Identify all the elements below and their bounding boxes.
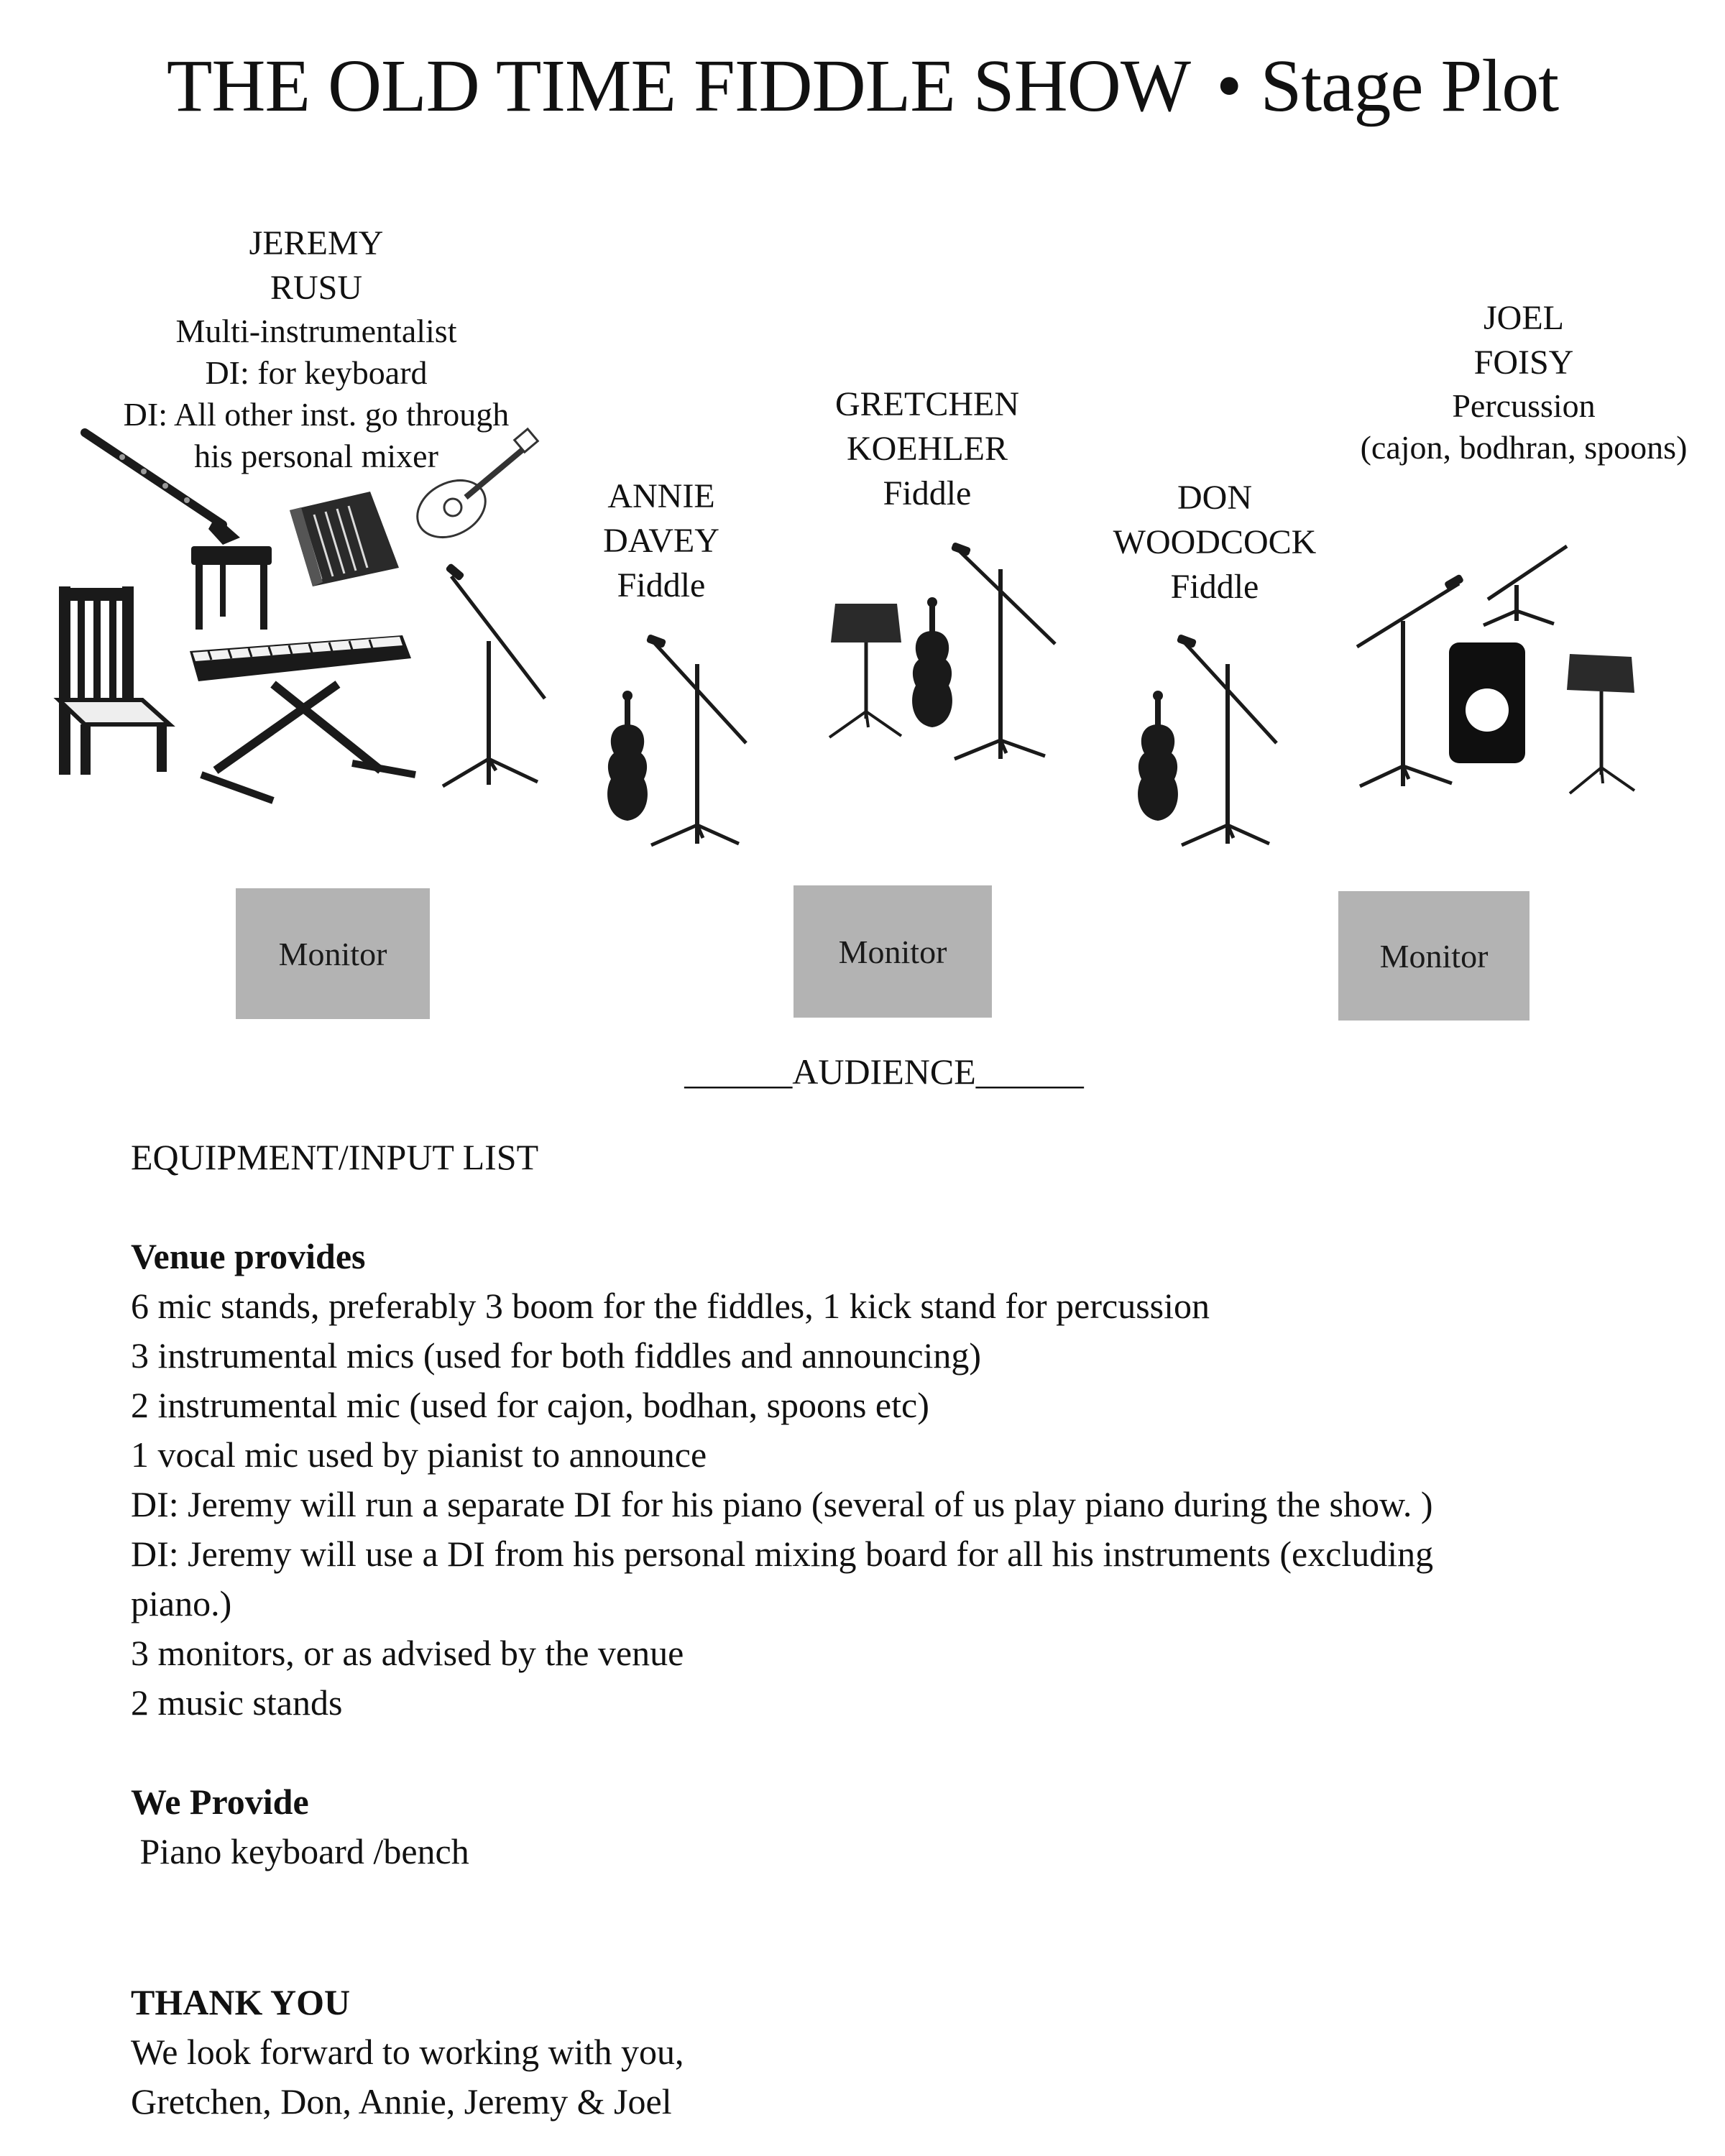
cajon-icon <box>1448 641 1527 765</box>
clarinet-icon <box>79 424 244 546</box>
performer-role: Multi-instrumentalist <box>175 313 457 349</box>
list-item: Piano keyboard /bench <box>131 1831 469 1871</box>
performer-role: Fiddle <box>617 566 706 604</box>
performer-name-last: RUSU <box>270 269 363 307</box>
music-stand-icon <box>1565 654 1637 798</box>
performer-note: DI: for keyboard <box>205 354 428 391</box>
list-item: 2 instrumental mic (used for cajon, bodhan, spoons etc) <box>131 1385 929 1425</box>
guitar-icon <box>410 428 539 543</box>
spacer <box>131 1728 1433 1777</box>
performer-role: Fiddle <box>1170 568 1259 606</box>
spacer <box>131 1182 1433 1232</box>
performer-name-first: JOEL <box>1484 299 1564 337</box>
mic-stand-icon <box>645 635 753 851</box>
performer-name-last: WOODCOCK <box>1113 523 1317 561</box>
performer-label-gretchen <box>805 382 1049 516</box>
title-bullet: • <box>1216 45 1242 127</box>
list-item: DI: Jeremy will use a DI from his personal mixing board for all his instruments (excluding <box>131 1534 1434 1574</box>
monitor-left: Monitor <box>236 888 430 1019</box>
list-item: 2 music stands <box>131 1682 343 1723</box>
chair-icon <box>56 584 175 778</box>
mic-stand-icon <box>437 555 552 792</box>
title-main: THE OLD TIME FIDDLE SHOW <box>166 45 1191 127</box>
signature-line: Gretchen, Don, Annie, Jeremy & Joel <box>131 2081 672 2122</box>
performer-role: Percussion <box>1452 387 1596 424</box>
performer-name-last: DAVEY <box>603 522 719 560</box>
thank-you-heading: THANK YOU <box>131 1982 351 2022</box>
performer-label-annie <box>561 474 762 608</box>
audience-label: ______AUDIENCE______ <box>684 1051 1084 1092</box>
mic-stand-icon <box>949 543 1064 766</box>
equipment-heading: EQUIPMENT/INPUT LIST <box>131 1137 539 1177</box>
performer-name-first: GRETCHEN <box>835 385 1019 423</box>
performer-label-joel <box>1330 296 1718 469</box>
equipment-section <box>131 1133 1433 1876</box>
piano-bench-icon <box>188 540 275 634</box>
list-item: DI: Jeremy will run a separate DI for his piano (several of us play piano during the show. ) <box>131 1484 1433 1524</box>
list-item: 1 vocal mic used by pianist to announce <box>131 1434 707 1475</box>
keyboard-icon <box>187 627 417 806</box>
title-sub: Stage Plot <box>1260 45 1559 127</box>
performer-note: his personal mixer <box>194 438 438 474</box>
performer-name-first: DON <box>1177 479 1252 517</box>
thank-you-line: We look forward to working with you, <box>131 2032 684 2072</box>
list-item: piano.) <box>131 1583 232 1623</box>
performer-label-don <box>1085 476 1344 609</box>
list-item: 6 mic stands, preferably 3 boom for the fiddles, 1 kick stand for percussion <box>131 1286 1210 1326</box>
mic-stand-icon <box>1176 635 1284 851</box>
list-item: 3 monitors, or as advised by the venue <box>131 1633 684 1673</box>
performer-name-last: KOEHLER <box>847 430 1008 468</box>
we-provide-heading: We Provide <box>131 1782 309 1822</box>
performer-name-last: FOISY <box>1473 344 1574 382</box>
performer-role: Fiddle <box>883 474 972 512</box>
list-item: 3 instrumental mics (used for both fiddles and announcing) <box>131 1335 982 1376</box>
performer-instruments: (cajon, bodhran, spoons) <box>1360 429 1688 466</box>
page-title <box>0 45 1725 127</box>
venue-provides-heading: Venue provides <box>131 1236 366 1276</box>
performer-note: DI: All other inst. go through <box>123 396 510 433</box>
thank-you-section <box>131 1978 684 2127</box>
kick-mic-stand-icon <box>1473 542 1574 628</box>
performer-name-first: JEREMY <box>249 224 384 262</box>
monitor-right: Monitor <box>1338 891 1530 1021</box>
performer-name-first: ANNIE <box>607 477 715 515</box>
accordion-icon <box>284 489 402 589</box>
music-stand-icon <box>827 604 906 740</box>
monitor-center: Monitor <box>794 885 992 1018</box>
